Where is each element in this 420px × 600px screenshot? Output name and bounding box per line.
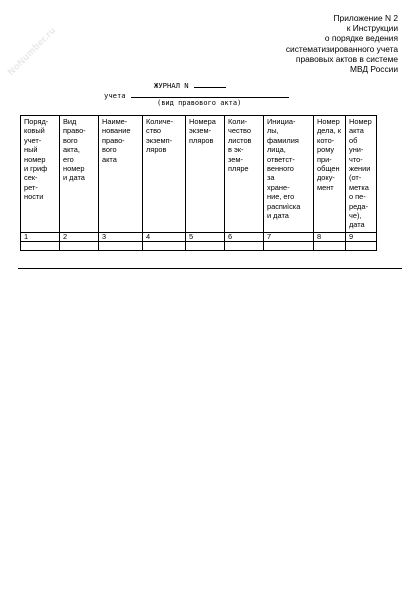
header-cell: Коли- чество листов в эк- зем- пляре — [225, 116, 264, 233]
appendix-line: МВД России — [350, 64, 398, 75]
column-number-cell: 2 — [60, 233, 99, 242]
column-number-cell: 1 — [21, 233, 60, 242]
empty-entry-row — [21, 242, 377, 251]
watermark: NoNumber.ru — [5, 25, 59, 78]
empty-cell — [264, 242, 314, 251]
header-cell: Количе- ство экземп- ляров — [143, 116, 186, 233]
empty-cell — [60, 242, 99, 251]
column-number-cell: 8 — [314, 233, 346, 242]
column-number-cell: 6 — [225, 233, 264, 242]
journal-number-blank — [194, 87, 226, 88]
header-cell: Номер акта об уни- что- жении (от- метка о пе- реда- че), дата — [346, 116, 377, 233]
appendix-line: Приложение N 2 — [333, 13, 398, 23]
empty-cell — [314, 242, 346, 251]
empty-cell — [143, 242, 186, 251]
header-cell: Вид право- вого акта, его номер и дата — [60, 116, 99, 233]
empty-cell — [225, 242, 264, 251]
header-cell: Инициа- лы, фамилия лица, ответст- венного за хране- ние, его распиìска и дата — [264, 116, 314, 233]
act-type-hint: (вид правового акта) — [157, 99, 242, 107]
appendix-note — [208, 13, 398, 74]
appendix-line: о порядке ведения — [324, 33, 398, 44]
header-cell: Номер дела, к кото- рому при- общен доку- мент — [314, 116, 346, 233]
column-number-cell: 4 — [143, 233, 186, 242]
column-number-cell: 3 — [99, 233, 143, 242]
empty-cell — [186, 242, 225, 251]
empty-cell — [21, 242, 60, 251]
column-number-cell: 7 — [264, 233, 314, 242]
appendix-line: систематизированного учета — [285, 43, 398, 54]
header-cell: Поряд- ковый учет- ный номер и гриф сек- рет- ности — [21, 116, 60, 233]
header-cell: Номера экзем- пляров — [186, 116, 225, 233]
account-label: учета — [104, 91, 126, 100]
empty-cell — [99, 242, 143, 251]
column-number-cell: 5 — [186, 233, 225, 242]
journal-table — [20, 115, 377, 251]
journal-title — [154, 81, 226, 90]
column-number-row — [21, 233, 377, 242]
appendix-line: к Инструкции — [346, 23, 398, 34]
column-number-cell: 9 — [346, 233, 377, 242]
act-type-blank — [131, 97, 289, 98]
table-header-row — [21, 116, 377, 233]
bottom-divider — [18, 268, 402, 269]
appendix-line: правовых актов в системе — [295, 53, 398, 64]
header-cell: Наиме- нование право- вого акта — [99, 116, 143, 233]
empty-cell — [346, 242, 377, 251]
journal-title-text: ЖУРНАЛ N — [154, 81, 189, 90]
